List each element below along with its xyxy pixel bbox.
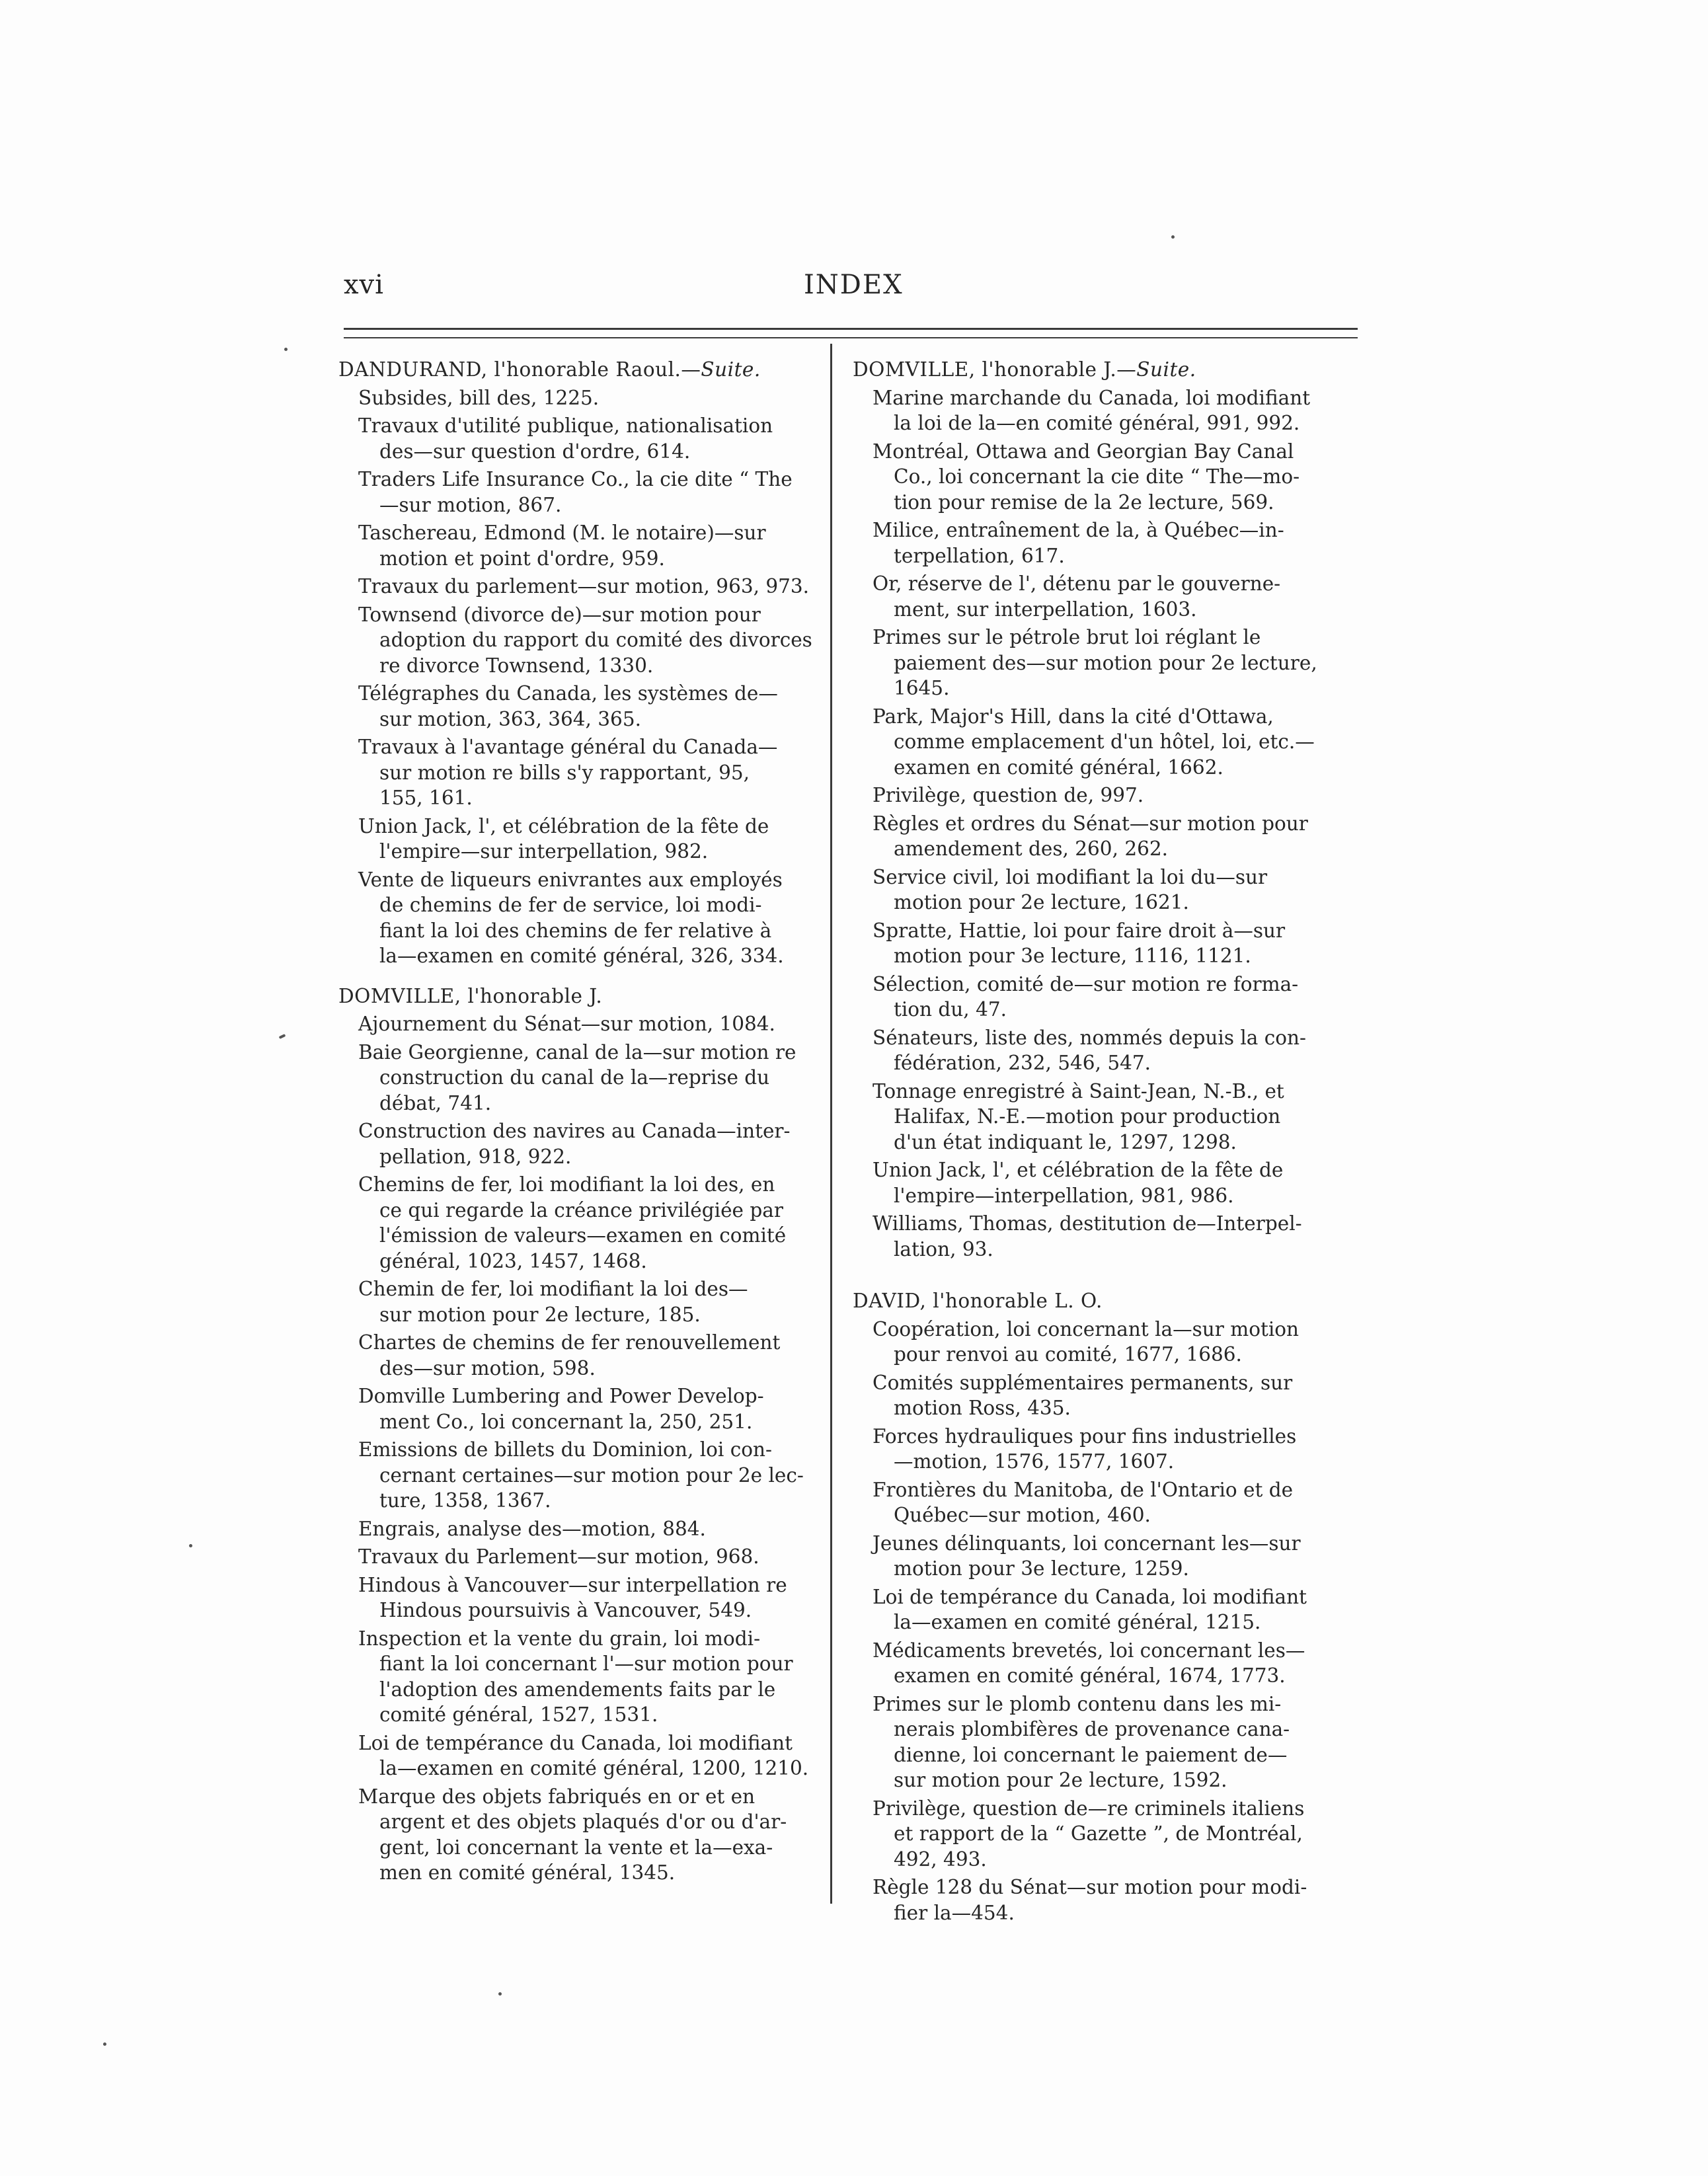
index-entry (873, 918, 1362, 969)
entry-line: ment, sur interpellation, 1603. (894, 598, 1197, 621)
entry-line: Loi de tempérance du Canada, loi modifiant (873, 1585, 1307, 1608)
entry-line: Taschereau, Edmond (M. le notaire)—sur (358, 522, 766, 544)
entry-line: l'adoption des amendements faits par le (379, 1678, 776, 1701)
index-entry (358, 1118, 847, 1169)
heading-name: DOMVILLE, l'honorable J.— (853, 358, 1137, 381)
index-entry (873, 439, 1362, 516)
entry-line: Townsend (divorce de)—sur motion pour (358, 603, 761, 626)
index-entry (358, 520, 847, 571)
entry-line: sur motion, 363, 364, 365. (379, 707, 641, 730)
entry-line: Service civil, loi modifiant la loi du—sur (873, 865, 1268, 888)
entry-line: Baie Georgienne, canal de la—sur motion re (358, 1040, 796, 1064)
index-entry (873, 1584, 1362, 1635)
entry-line: fédération, 232, 546, 547. (894, 1052, 1151, 1074)
entry-line: Subsides, bill des, 1225. (358, 386, 600, 409)
entry-line: et rapport de la “ Gazette ”, de Montréal, (894, 1822, 1303, 1845)
entry-line: Traders Life Insurance Co., la cie dite “ The (358, 468, 793, 490)
index-entry (873, 1157, 1362, 1208)
entry-line: Ajournement du Sénat—sur motion, 1084. (358, 1013, 775, 1035)
scan-speck (1171, 235, 1175, 239)
index-entry (358, 413, 847, 464)
entry-line: Sénateurs, liste des, nommés depuis la con- (873, 1026, 1307, 1049)
entry-line: terpellation, 617. (894, 544, 1065, 567)
entry-line: Halifax, N.-E.—motion pour production (894, 1105, 1281, 1128)
index-entry (358, 467, 847, 518)
index-entry (873, 385, 1362, 436)
entry-line: Domville Lumbering and Power Develop- (358, 1385, 764, 1407)
entry-line: Marque des objets fabriqués en or et en (358, 1785, 756, 1808)
entry-line: Union Jack, l', et célébration de la fête de (873, 1159, 1284, 1181)
index-entry (358, 1516, 847, 1542)
index-entry (358, 734, 847, 811)
entry-line: adoption du rapport du comité des divorces (379, 629, 812, 651)
entry-line: argent et des objets plaqués d'or ou d'ar- (379, 1810, 787, 1833)
index-heading (338, 984, 847, 1009)
heading-suite: Suite. (1136, 358, 1196, 381)
entry-line: Coopération, loi concernant la—sur motion (873, 1317, 1300, 1341)
index-entry (873, 811, 1362, 862)
entry-line: l'émission de valeurs—examen en comité (379, 1224, 787, 1247)
right-column (853, 357, 1362, 1928)
index-entry (358, 1573, 847, 1623)
index-entry (873, 704, 1362, 781)
entry-line: sur motion pour 2e lecture, 1592. (894, 1769, 1227, 1791)
entry-line: Travaux d'utilité publique, nationalisation (358, 414, 773, 437)
entry-line: Règles et ordres du Sénat—sur motion pour (873, 812, 1308, 835)
index-entry (358, 1730, 847, 1781)
entry-line: Construction des navires au Canada—inter- (358, 1120, 791, 1142)
entry-line: des—sur motion, 598. (379, 1356, 596, 1379)
index-heading (338, 357, 847, 383)
scan-speck (498, 1992, 502, 1996)
index-entry (873, 1079, 1362, 1155)
entry-line: examen en comité général, 1662. (894, 756, 1223, 779)
entry-line: construction du canal de la—reprise du (379, 1066, 770, 1089)
header-rule-thin (344, 337, 1358, 338)
entry-line: Jeunes délinquants, loi concernant les—sur (873, 1532, 1301, 1555)
index-entry (358, 1544, 847, 1570)
entry-line: —sur motion, 867. (379, 493, 562, 516)
entry-line: lation, 93. (894, 1237, 993, 1261)
entry-line: Loi de tempérance du Canada, loi modifiant (358, 1731, 793, 1754)
entry-line: Travaux du parlement—sur motion, 963, 973. (358, 575, 810, 598)
entry-line: tion du, 47. (894, 998, 1007, 1021)
scan-speck (279, 1034, 286, 1039)
scan-speck (284, 348, 288, 351)
entry-line: 492, 493. (894, 1847, 987, 1871)
entry-line: d'un état indiquant le, 1297, 1298. (894, 1130, 1237, 1153)
entry-line: motion et point d'ordre, 959. (379, 547, 665, 570)
entry-line: motion Ross, 435. (894, 1397, 1071, 1419)
index-entry (873, 1025, 1362, 1076)
index-heading (853, 1288, 1362, 1314)
entry-line: dienne, loi concernant le paiement de— (894, 1743, 1288, 1766)
entry-line: re divorce Townsend, 1330. (379, 654, 654, 677)
entry-line: Privilège, question de—re criminels italiens (873, 1797, 1305, 1820)
entry-line: Frontières du Manitoba, de l'Ontario et de (873, 1478, 1294, 1501)
running-head: INDEX (804, 270, 904, 300)
index-entry (358, 1172, 847, 1274)
heading-name: DANDURAND, l'honorable Raoul.— (338, 358, 701, 381)
entry-line: Règle 128 du Sénat—sur motion pour modi- (873, 1876, 1307, 1898)
index-entry (873, 972, 1362, 1023)
index-entry (358, 1040, 847, 1116)
entry-line: sur motion pour 2e lecture, 185. (379, 1303, 701, 1326)
entry-line: Park, Major's Hill, dans la cité d'Ottawa, (873, 705, 1274, 728)
index-entry (358, 1330, 847, 1381)
index-entry (873, 1691, 1362, 1793)
entry-line: Union Jack, l', et célébration de la fête de (358, 814, 769, 837)
index-entry (873, 865, 1362, 915)
entry-line: Primes sur le pétrole brut loi réglant le (873, 626, 1261, 648)
entry-line: Marine marchande du Canada, loi modifiant (873, 386, 1311, 409)
index-entry (873, 783, 1362, 808)
index-entry (873, 1424, 1362, 1475)
index-entry (873, 625, 1362, 701)
entry-line: comme emplacement d'un hôtel, loi, etc.— (894, 730, 1315, 753)
heading-suite: Suite. (701, 358, 761, 381)
entry-line: Chartes de chemins de fer renouvellement (358, 1331, 781, 1354)
entry-line: Comités supplémentaires permanents, sur (873, 1371, 1293, 1394)
entry-line: l'empire—interpellation, 981, 986. (894, 1184, 1234, 1207)
index-entry (873, 571, 1362, 622)
entry-line: amendement des, 260, 262. (894, 837, 1169, 860)
entry-line: Primes sur le plomb contenu dans les mi- (873, 1692, 1282, 1715)
entry-line: la—examen en comité général, 326, 334. (379, 945, 784, 967)
entry-line: ce qui regarde la créance privilégiée par (379, 1198, 783, 1222)
entry-line: Or, réserve de l', détenu par le gouverne- (873, 572, 1281, 595)
entry-line: Travaux à l'avantage général du Canada— (358, 736, 778, 758)
index-entry (358, 814, 847, 865)
index-entry (873, 1875, 1362, 1925)
entry-line: la—examen en comité général, 1215. (894, 1611, 1261, 1633)
index-entry (358, 1276, 847, 1327)
entry-line: Chemins de fer, loi modifiant la loi des, en (358, 1173, 775, 1196)
index-entry (358, 602, 847, 679)
entry-line: examen en comité général, 1674, 1773. (894, 1664, 1286, 1687)
entry-line: de chemins de fer de service, loi modi- (379, 894, 762, 916)
entry-line: ture, 1358, 1367. (379, 1489, 551, 1512)
index-entry (873, 1477, 1362, 1528)
entry-line: Tonnage enregistré à Saint-Jean, N.-B., et (873, 1079, 1284, 1103)
entry-line: la—examen en comité général, 1200, 1210. (379, 1757, 809, 1779)
index-entry (358, 681, 847, 732)
index-entry (873, 1211, 1362, 1262)
index-heading (853, 357, 1362, 383)
index-entry (873, 1531, 1362, 1582)
scan-speck (189, 1544, 192, 1547)
entry-line: Inspection et la vente du grain, loi modi- (358, 1627, 761, 1650)
entry-line: général, 1023, 1457, 1468. (379, 1249, 647, 1272)
entry-line: —motion, 1576, 1577, 1607. (894, 1450, 1175, 1473)
index-entry (358, 1784, 847, 1886)
entry-line: fier la—454. (894, 1901, 1015, 1924)
heading-name: DOMVILLE, l'honorable J. (338, 984, 603, 1007)
page-number: xvi (344, 270, 384, 300)
entry-line: motion pour 3e lecture, 1259. (894, 1557, 1189, 1580)
entry-line: 1645. (894, 677, 950, 699)
entry-line: Spratte, Hattie, loi pour faire droit à—sur (873, 919, 1286, 942)
entry-line: Télégraphes du Canada, les systèmes de— (358, 682, 778, 705)
index-entry (873, 1796, 1362, 1873)
index-entry (873, 1638, 1362, 1689)
entry-line: paiement des—sur motion pour 2e lecture, (894, 651, 1317, 674)
index-entry (358, 574, 847, 600)
entry-line: Hindous à Vancouver—sur interpellation re (358, 1573, 787, 1596)
index-entry (358, 1383, 847, 1434)
scan-speck (103, 2042, 106, 2046)
entry-line: comité général, 1527, 1531. (379, 1703, 658, 1726)
index-entry (873, 1317, 1362, 1368)
entry-line: fiant la loi des chemins de fer relative à (379, 919, 772, 942)
entry-line: fiant la loi concernant l'—sur motion pour (379, 1652, 793, 1675)
entry-line: Sélection, comité de—sur motion re forma- (873, 972, 1299, 995)
entry-line: Emissions de billets du Dominion, loi con- (358, 1438, 772, 1461)
entry-line: Engrais, analyse des—motion, 884. (358, 1517, 706, 1540)
entry-line: motion pour 2e lecture, 1621. (894, 891, 1189, 913)
entry-line: Hindous poursuivis à Vancouver, 549. (379, 1599, 752, 1621)
index-entry (358, 867, 847, 969)
entry-line: Williams, Thomas, destitution de—Interpel- (873, 1212, 1302, 1235)
entry-line: motion pour 3e lecture, 1116, 1121. (894, 945, 1251, 967)
entry-line: tion pour remise de la 2e lecture, 569. (894, 490, 1274, 514)
entry-line: Montréal, Ottawa and Georgian Bay Canal (873, 440, 1294, 463)
entry-line: sur motion re bills s'y rapportant, 95, (379, 761, 750, 784)
entry-line: l'empire—sur interpellation, 982. (379, 840, 709, 863)
entry-line: men en comité général, 1345. (379, 1861, 676, 1884)
entry-line: Québec—sur motion, 460. (894, 1504, 1151, 1526)
index-entry (358, 385, 847, 411)
entry-line: Milice, entraînement de la, à Québec—in- (873, 519, 1284, 541)
index-entry (873, 518, 1362, 568)
index-entry (873, 1370, 1362, 1421)
entry-line: Travaux du Parlement—sur motion, 968. (358, 1545, 759, 1568)
entry-line: pellation, 918, 922. (379, 1145, 572, 1168)
entry-line: nerais plombifères de provenance cana- (894, 1718, 1290, 1740)
entry-line: gent, loi concernant la vente et la—exa- (379, 1836, 773, 1859)
entry-line: Forces hydrauliques pour fins industrielles (873, 1424, 1297, 1448)
header-rule (344, 328, 1358, 330)
entry-line: pour renvoi au comité, 1677, 1686. (894, 1343, 1242, 1366)
entry-line: des—sur question d'ordre, 614. (379, 440, 691, 463)
left-column (338, 357, 847, 1888)
entry-line: Privilège, question de, 997. (873, 784, 1144, 806)
entry-line: 155, 161. (379, 787, 473, 809)
entry-line: cernant certaines—sur motion pour 2e lec- (379, 1463, 804, 1487)
entry-line: Chemin de fer, loi modifiant la loi des— (358, 1278, 748, 1300)
heading-name: DAVID, l'honorable L. O. (853, 1290, 1103, 1312)
index-entry (358, 1626, 847, 1728)
entry-line: ment Co., loi concernant la, 250, 251. (379, 1410, 753, 1433)
entry-line: Vente de liqueurs enivrantes aux employés (358, 868, 783, 891)
entry-line: débat, 741. (379, 1091, 492, 1114)
index-entry (358, 1437, 847, 1514)
entry-line: la loi de la—en comité général, 991, 992. (894, 412, 1300, 434)
index-entry (358, 1011, 847, 1037)
entry-line: Médicaments brevetés, loi concernant les— (873, 1639, 1305, 1662)
entry-line: Co., loi concernant la cie dite “ The—mo- (894, 465, 1300, 488)
